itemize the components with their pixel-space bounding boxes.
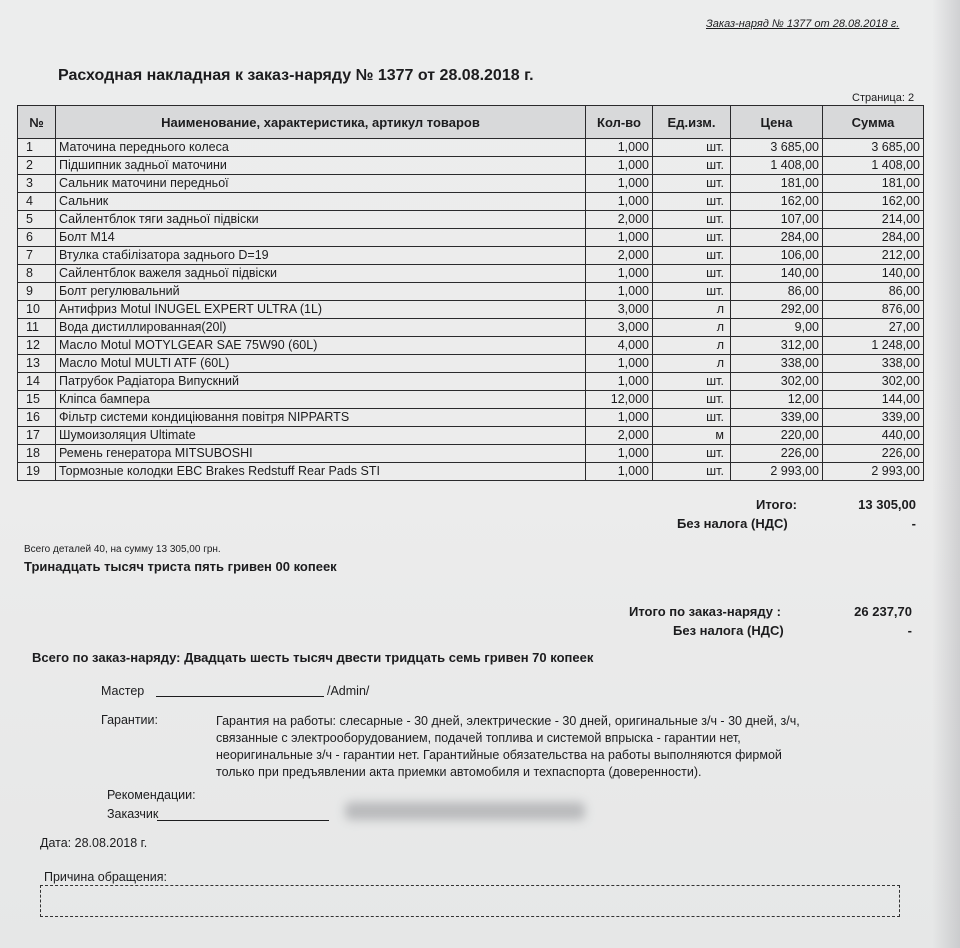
item-price: 302,00 (731, 373, 823, 391)
item-unit: шт. (653, 463, 731, 481)
item-qty: 1,000 (586, 175, 653, 193)
item-unit: шт. (653, 193, 731, 211)
row-number: 12 (18, 337, 56, 355)
total-value: 13 305,00 (858, 497, 916, 512)
order-vat-label: Без налога (НДС) (673, 623, 784, 638)
item-name: Ремень генератора MITSUBOSHI (56, 445, 586, 463)
item-name: Шумоизоляция Ultimate (56, 427, 586, 445)
item-unit: шт. (653, 391, 731, 409)
item-price: 86,00 (731, 283, 823, 301)
table-row (18, 301, 924, 319)
order-total-words: Всего по заказ-наряду: Двадцать шесть тысяч двести тридцать семь гривен 70 копеек (32, 650, 594, 665)
col-sum-header: Сумма (823, 106, 924, 139)
item-qty: 2,000 (586, 247, 653, 265)
table-row (18, 427, 924, 445)
item-name: Фільтр системи кондиціювання повітря NIPPARTS (56, 409, 586, 427)
item-sum: 440,00 (823, 427, 924, 445)
item-sum: 86,00 (823, 283, 924, 301)
col-price-header: Цена (731, 106, 823, 139)
table-row (18, 139, 924, 157)
order-total-label: Итого по заказ-наряду : (629, 604, 781, 619)
table-row (18, 157, 924, 175)
item-name: Сайлентблок важеля задньої підвіски (56, 265, 586, 283)
table-row (18, 175, 924, 193)
item-price: 107,00 (731, 211, 823, 229)
item-name: Втулка стабілізатора заднього D=19 (56, 247, 586, 265)
item-sum: 214,00 (823, 211, 924, 229)
order-total-value: 26 237,70 (854, 604, 912, 619)
item-price: 292,00 (731, 301, 823, 319)
table-header-row (18, 106, 924, 139)
item-unit: шт. (653, 139, 731, 157)
item-qty: 1,000 (586, 157, 653, 175)
row-number: 13 (18, 355, 56, 373)
item-name: Антифриз Motul INUGEL EXPERT ULTRA (1L) (56, 301, 586, 319)
item-qty: 4,000 (586, 337, 653, 355)
row-number: 15 (18, 391, 56, 409)
item-price: 220,00 (731, 427, 823, 445)
item-sum: 181,00 (823, 175, 924, 193)
master-value: /Admin/ (327, 684, 370, 698)
item-qty: 1,000 (586, 373, 653, 391)
items-table (17, 105, 924, 481)
document-date: Дата: 28.08.2018 г. (40, 836, 148, 850)
item-qty: 3,000 (586, 319, 653, 337)
item-unit: шт. (653, 373, 731, 391)
col-number-header: № (18, 106, 56, 139)
item-sum: 284,00 (823, 229, 924, 247)
item-price: 226,00 (731, 445, 823, 463)
item-price: 1 408,00 (731, 157, 823, 175)
item-sum: 1 408,00 (823, 157, 924, 175)
table-row (18, 337, 924, 355)
item-sum: 144,00 (823, 391, 924, 409)
item-qty: 1,000 (586, 445, 653, 463)
table-row (18, 283, 924, 301)
item-qty: 1,000 (586, 193, 653, 211)
item-unit: шт. (653, 265, 731, 283)
row-number: 11 (18, 319, 56, 337)
item-name: Сальник (56, 193, 586, 211)
item-name: Кліпса бампера (56, 391, 586, 409)
item-sum: 27,00 (823, 319, 924, 337)
items-table-body (18, 139, 924, 481)
row-number: 8 (18, 265, 56, 283)
order-reference: Заказ-наряд № 1377 от 28.08.2018 г. (706, 18, 900, 30)
table-row (18, 211, 924, 229)
table-row (18, 247, 924, 265)
item-price: 9,00 (731, 319, 823, 337)
item-qty: 3,000 (586, 301, 653, 319)
item-sum: 162,00 (823, 193, 924, 211)
item-name: Сайлентблок тяги задньої підвіски (56, 211, 586, 229)
order-vat-value: - (907, 623, 912, 638)
item-price: 338,00 (731, 355, 823, 373)
item-sum: 1 248,00 (823, 337, 924, 355)
item-qty: 12,000 (586, 391, 653, 409)
item-unit: л (653, 301, 731, 319)
page-number: Страница: 2 (852, 92, 915, 104)
row-number: 10 (18, 301, 56, 319)
item-unit: шт. (653, 445, 731, 463)
item-name: Болт М14 (56, 229, 586, 247)
row-number: 18 (18, 445, 56, 463)
table-row (18, 265, 924, 283)
redacted-customer-name (345, 802, 585, 820)
item-name: Масло Motul MULTI ATF (60L) (56, 355, 586, 373)
row-number: 3 (18, 175, 56, 193)
item-qty: 1,000 (586, 283, 653, 301)
table-row (18, 355, 924, 373)
item-unit: м (653, 427, 731, 445)
table-row (18, 391, 924, 409)
warranty-line: только при предъявлении акта приемки автомобиля и техпаспорта (доверенности). (216, 765, 702, 779)
customer-signature-line (157, 805, 329, 821)
row-number: 1 (18, 139, 56, 157)
table-row (18, 463, 924, 481)
item-sum: 302,00 (823, 373, 924, 391)
row-number: 19 (18, 463, 56, 481)
table-row (18, 319, 924, 337)
item-price: 312,00 (731, 337, 823, 355)
row-number: 2 (18, 157, 56, 175)
reason-label: Причина обращения: (44, 870, 167, 884)
summary-words: Тринадцать тысяч триста пять гривен 00 копеек (24, 559, 337, 574)
item-name: Підшипник задньої маточини (56, 157, 586, 175)
item-price: 106,00 (731, 247, 823, 265)
warranty-text (216, 713, 800, 781)
item-sum: 226,00 (823, 445, 924, 463)
item-qty: 2,000 (586, 211, 653, 229)
vat-value: - (911, 516, 916, 531)
item-price: 284,00 (731, 229, 823, 247)
warranty-line: Гарантия на работы: слесарные - 30 дней, электрические - 30 дней, оригинальные з/ч - 30 дней, з/ч, (216, 714, 800, 728)
item-sum: 212,00 (823, 247, 924, 265)
item-sum: 876,00 (823, 301, 924, 319)
table-row (18, 373, 924, 391)
item-qty: 1,000 (586, 463, 653, 481)
item-price: 12,00 (731, 391, 823, 409)
vat-label: Без налога (НДС) (677, 516, 788, 531)
total-label: Итого: (756, 497, 797, 512)
col-qty-header: Кол-во (586, 106, 653, 139)
item-price: 339,00 (731, 409, 823, 427)
item-unit: шт. (653, 229, 731, 247)
item-qty: 1,000 (586, 229, 653, 247)
item-unit: л (653, 337, 731, 355)
table-row (18, 445, 924, 463)
item-qty: 2,000 (586, 427, 653, 445)
item-name: Масло Motul MOTYLGEAR SAE 75W90 (60L) (56, 337, 586, 355)
item-price: 140,00 (731, 265, 823, 283)
item-unit: л (653, 319, 731, 337)
row-number: 5 (18, 211, 56, 229)
item-unit: шт. (653, 157, 731, 175)
item-price: 181,00 (731, 175, 823, 193)
item-price: 2 993,00 (731, 463, 823, 481)
recommendations-label: Рекомендации: (107, 788, 196, 802)
item-unit: шт. (653, 175, 731, 193)
item-name: Болт регулювальний (56, 283, 586, 301)
item-name: Сальник маточини передньої (56, 175, 586, 193)
col-unit-header: Ед.изм. (653, 106, 731, 139)
item-sum: 140,00 (823, 265, 924, 283)
item-qty: 1,000 (586, 139, 653, 157)
item-qty: 1,000 (586, 355, 653, 373)
item-name: Тормозные колодки EBC Brakes Redstuff Rear Pads STI (56, 463, 586, 481)
table-row (18, 409, 924, 427)
item-unit: шт. (653, 211, 731, 229)
row-number: 6 (18, 229, 56, 247)
item-unit: шт. (653, 247, 731, 265)
item-qty: 1,000 (586, 409, 653, 427)
item-sum: 338,00 (823, 355, 924, 373)
item-name: Вода дистиллированная(20l) (56, 319, 586, 337)
item-name: Патрубок Радіатора Випускний (56, 373, 586, 391)
row-number: 4 (18, 193, 56, 211)
item-price: 3 685,00 (731, 139, 823, 157)
item-sum: 2 993,00 (823, 463, 924, 481)
warranty-label: Гарантии: (101, 713, 158, 727)
summary-count: Всего деталей 40, на сумму 13 305,00 грн. (24, 544, 221, 555)
table-row (18, 229, 924, 247)
item-sum: 339,00 (823, 409, 924, 427)
item-unit: шт. (653, 409, 731, 427)
reason-box (40, 885, 900, 917)
item-unit: шт. (653, 283, 731, 301)
item-price: 162,00 (731, 193, 823, 211)
row-number: 9 (18, 283, 56, 301)
item-name: Маточина переднього колеса (56, 139, 586, 157)
customer-label: Заказчик (107, 807, 159, 821)
col-name-header: Наименование, характеристика, артикул товаров (56, 106, 586, 139)
master-label: Мастер (101, 684, 145, 698)
item-unit: л (653, 355, 731, 373)
row-number: 7 (18, 247, 56, 265)
table-row (18, 193, 924, 211)
item-sum: 3 685,00 (823, 139, 924, 157)
warranty-line: неоригинальные з/ч - гарантии нет. Гарантийные обязательства на работы выполняются фирмой (216, 748, 782, 762)
item-qty: 1,000 (586, 265, 653, 283)
document-title: Расходная накладная к заказ-наряду № 1377 от 28.08.2018 г. (58, 67, 534, 84)
row-number: 14 (18, 373, 56, 391)
row-number: 17 (18, 427, 56, 445)
master-signature-line (156, 681, 324, 697)
paper-shadow (932, 0, 960, 948)
warranty-line: связанные с электрооборудованием, подачей топлива и системой впрыска - гарантии нет, (216, 731, 741, 745)
row-number: 16 (18, 409, 56, 427)
